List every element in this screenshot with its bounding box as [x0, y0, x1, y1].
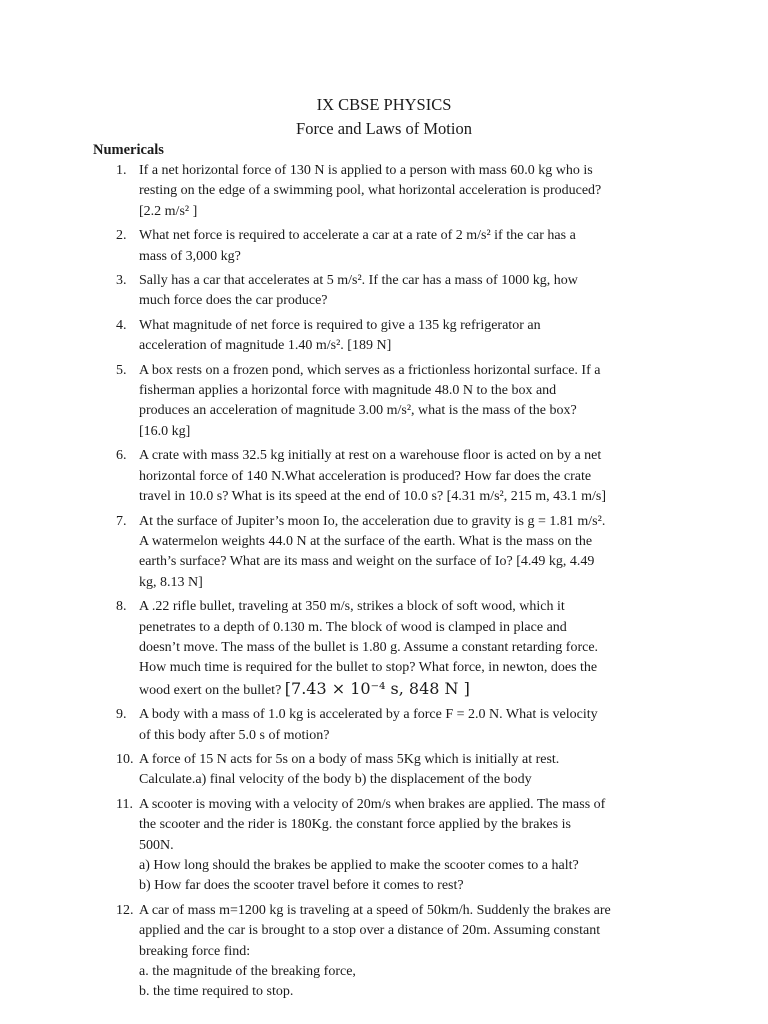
question-item	[0, 705, 768, 746]
question-text-line: much force does the car produce?	[139, 293, 328, 309]
question-text-line: a) How long should the brakes be applied to make the scooter comes to a halt?	[139, 858, 579, 873]
section-heading: Numericals	[93, 142, 164, 158]
question-item	[0, 361, 768, 443]
question-text-line: a. the magnitude of the breaking force,	[139, 964, 356, 980]
question-text-line: A car of mass m=1200 kg is traveling at a speed of 50km/h. Suddenly the brakes are	[139, 902, 611, 918]
question-text-line: kg, 8.13 N]	[139, 574, 203, 590]
question-number: 6.	[116, 448, 127, 464]
question-text-line: A crate with mass 32.5 kg initially at rest on a warehouse floor is acted on by a net	[139, 448, 602, 464]
question-text-line: If a net horizontal force of 130 N is applied to a person with mass 60.0 kg who is	[139, 163, 593, 178]
question-number: 10.	[116, 751, 134, 767]
question-text-line: 500N.	[139, 837, 174, 853]
question-list	[0, 161, 768, 1007]
question-text-line: earth’s surface? What are its mass and weight on the surface of Io? [4.49 kg, 4.49	[139, 554, 595, 570]
document-subtitle: Force and Laws of Motion	[296, 119, 472, 138]
question-item	[0, 161, 768, 222]
question-number: 4.	[116, 317, 127, 333]
question-text-line: horizontal force of 140 N.What acceleration is produced? How far does the crate	[139, 468, 592, 484]
question-text-line: wood exert on the bullet? [7.43 × 10⁻⁴ s, 848 N ]	[139, 678, 470, 698]
question-answer: [7.43 × 10⁻⁴ s, 848 N ]	[284, 678, 470, 698]
question-number: 2.	[116, 228, 127, 244]
question-item	[0, 750, 768, 791]
document-title: IX CBSE PHYSICS	[316, 95, 452, 114]
question-number: 1.	[116, 163, 127, 178]
question-item	[0, 597, 768, 701]
question-text-line: A force of 15 N acts for 5s on a body of mass 5Kg which is initially at rest.	[139, 751, 560, 767]
question-number: 12.	[116, 902, 134, 918]
question-number: 5.	[116, 362, 127, 378]
question-item	[0, 512, 768, 594]
question-text-line: A .22 rifle bullet, traveling at 350 m/s, strikes a block of soft wood, which it	[139, 599, 565, 615]
question-text-line: b) How far does the scooter travel before it comes to rest?	[139, 878, 464, 894]
question-text-line: A body with a mass of 1.0 kg is accelerated by a force F = 2.0 N. What is velocity	[139, 707, 598, 723]
question-text-line: doesn’t move. The mass of the bullet is 1.80 g. Assume a constant retarding force.	[139, 639, 599, 655]
question-item	[0, 446, 768, 507]
question-number: 7.	[116, 513, 127, 529]
question-text-line: acceleration of magnitude 1.40 m/s². [189 N]	[139, 338, 392, 354]
question-text-line: penetrates to a depth of 0.130 m. The block of wood is clamped in place and	[139, 619, 567, 635]
question-text-line: breaking force find:	[139, 943, 251, 959]
question-text-line: A watermelon weights 44.0 N at the surface of the earth. What is the mass on the	[139, 533, 593, 549]
question-text-line: At the surface of Jupiter’s moon Io, the acceleration due to gravity is g = 1.81 m/s².	[139, 513, 606, 529]
question-text-line: fisherman applies a horizontal force with magnitude 48.0 N to the box and	[139, 383, 557, 399]
question-text-line: Sally has a car that accelerates at 5 m/s². If the car has a mass of 1000 kg, how	[139, 273, 578, 289]
question-number: 8.	[116, 599, 127, 615]
question-number: 9.	[116, 707, 127, 723]
question-text-line: What magnitude of net force is required to give a 135 kg refrigerator an	[139, 317, 541, 333]
question-text-line: travel in 10.0 s? What is its speed at the end of 10.0 s? [4.31 m/s², 215 m, 43.1 m/s]	[139, 489, 607, 505]
question-number: 3.	[116, 273, 127, 289]
question-text-line: mass of 3,000 kg?	[139, 248, 241, 264]
question-text-line: How much time is required for the bullet to stop? What force, in newton, does the	[139, 660, 598, 676]
question-text-line: applied and the car is brought to a stop over a distance of 20m. Assuming constant	[139, 923, 601, 939]
question-text-line: b. the time required to stop.	[139, 984, 294, 1000]
question-text-line: A box rests on a frozen pond, which serves as a frictionless horizontal surface. If a	[139, 362, 601, 378]
question-text-line: [2.2 m/s² ]	[139, 203, 198, 219]
question-text-line: What net force is required to accelerate a car at a rate of 2 m/s² if the car has a	[139, 228, 576, 244]
question-text-line: resting on the edge of a swimming pool, what horizontal acceleration is produced?	[139, 183, 602, 199]
question-text-line: A scooter is moving with a velocity of 20m/s when brakes are applied. The mass of	[139, 796, 606, 812]
question-text-line: Calculate.a) final velocity of the body b) the displacement of the body	[139, 772, 532, 788]
question-item	[0, 226, 768, 267]
question-item	[0, 316, 768, 357]
question-item	[0, 901, 768, 1003]
question-item	[0, 271, 768, 312]
question-text-line: produces an acceleration of magnitude 3.00 m/s², what is the mass of the box?	[139, 403, 577, 419]
question-number: 11.	[116, 796, 133, 812]
question-text-line: [16.0 kg]	[139, 423, 191, 439]
question-item	[0, 795, 768, 897]
question-text-line: the scooter and the rider is 180Kg. the constant force applied by the brakes is	[139, 817, 571, 833]
question-text-line: of this body after 5.0 s of motion?	[139, 727, 330, 743]
